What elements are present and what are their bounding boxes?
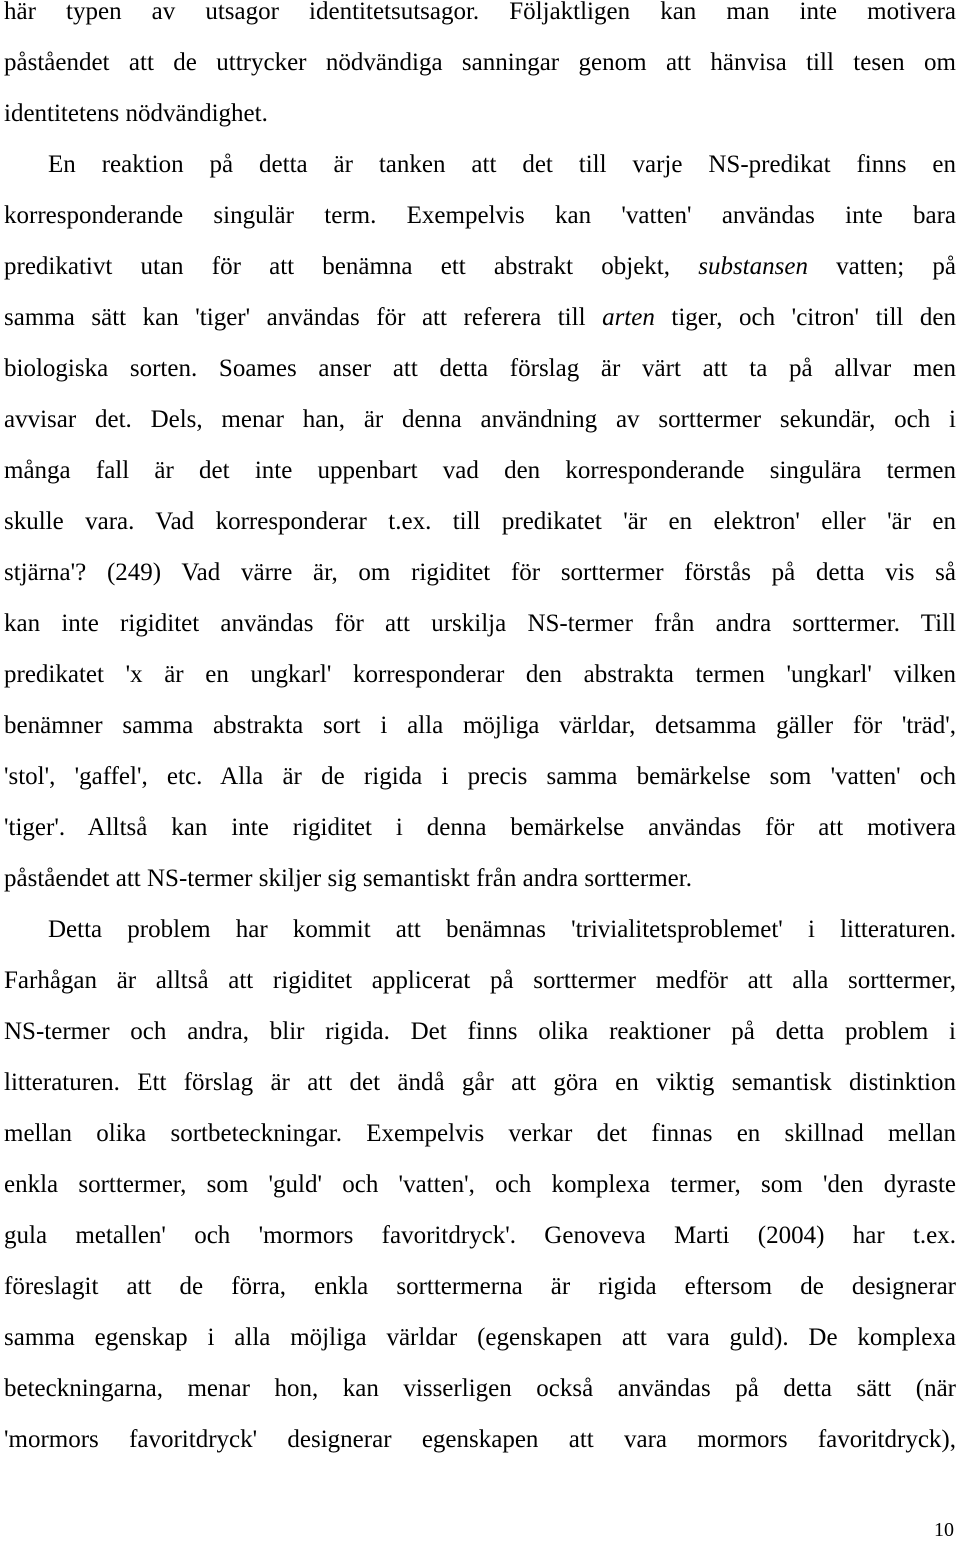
text-line: 'mormors favoritdryck' designerar egenskapen att vara mormors favoritdryck),	[4, 1426, 956, 1453]
text-line: påståendet att de uttrycker nödvändiga sanningar genom att hänvisa till tesen om	[4, 49, 956, 76]
text-line: beteckningarna, menar hon, kan visserligen också användas på detta sätt (när	[4, 1375, 956, 1402]
text-line	[4, 241, 956, 292]
text-line: biologiska sorten. Soames anser att detta förslag är värt att ta på allvar men	[4, 355, 956, 382]
text-line: NS-termer och andra, blir rigida. Det finns olika reaktioner på detta problem i	[4, 1018, 956, 1045]
text-run: samma sätt kan 'tiger' användas för att referera till	[4, 304, 603, 331]
text-line: föreslagit att de förra, enkla sorttermerna är rigida eftersom de designerar	[4, 1273, 956, 1300]
text-run: predikativt utan för att benämna ett abstrakt objekt,	[4, 253, 699, 280]
page-number: 10	[934, 1519, 954, 1541]
text-line: gula metallen' och 'mormors favoritdryck'. Genoveva Marti (2004) har t.ex.	[4, 1222, 956, 1249]
text-line: Farhågan är alltså att rigiditet applicerat på sorttermer medför att alla sorttermer,	[4, 967, 956, 994]
body-text	[4, 0, 956, 1465]
text-line: benämner samma abstrakta sort i alla möjliga världar, detsamma gäller för 'träd',	[4, 712, 956, 739]
text-line: avvisar det. Dels, menar han, är denna användning av sorttermer sekundär, och i	[4, 406, 956, 433]
text-line: här typen av utsagor identitetsutsagor. Följaktligen kan man inte motivera	[4, 0, 956, 25]
text-run: vatten; på	[807, 253, 956, 280]
text-line	[4, 292, 956, 343]
text-line: 'tiger'. Alltså kan inte rigiditet i denna bemärkelse användas för att motivera	[4, 814, 956, 841]
text-line: En reaktion på detta är tanken att det till varje NS-predikat finns en	[48, 151, 956, 178]
text-line: påståendet att NS-termer skiljer sig semantiskt från andra sorttermer.	[4, 865, 692, 892]
text-line: korresponderande singulär term. Exempelvis kan 'vatten' användas inte bara	[4, 202, 956, 229]
text-line: identitetens nödvändighet.	[4, 100, 268, 127]
text-line: kan inte rigiditet användas för att urskilja NS-termer från andra sorttermer. Till	[4, 610, 956, 637]
text-line: stjärna'? (249) Vad värre är, om rigiditet för sorttermer förstås på detta vis så	[4, 559, 956, 586]
text-line: litteraturen. Ett förslag är att det ändå går att göra en viktig semantisk distinktion	[4, 1069, 956, 1096]
text-run: tiger, och 'citron' till den	[654, 304, 956, 331]
italic-term: substansen	[698, 253, 808, 280]
text-line: skulle vara. Vad korresponderar t.ex. till predikatet 'är en elektron' eller 'är en	[4, 508, 956, 535]
text-line: predikatet 'x är en ungkarl' korresponderar den abstrakta termen 'ungkarl' vilken	[4, 661, 956, 688]
text-line: enkla sorttermer, som 'guld' och 'vatten', och komplexa termer, som 'den dyraste	[4, 1171, 956, 1198]
text-line: många fall är det inte uppenbart vad den korresponderande singulära termen	[4, 457, 956, 484]
text-line: mellan olika sortbeteckningar. Exempelvis verkar det finnas en skillnad mellan	[4, 1120, 956, 1147]
text-line: Detta problem har kommit att benämnas 'trivialitetsproblemet' i litteraturen.	[48, 916, 956, 943]
italic-term: arten	[602, 304, 655, 331]
text-line: samma egenskap i alla möjliga världar (egenskapen att vara guld). De komplexa	[4, 1324, 956, 1351]
text-line: 'stol', 'gaffel', etc. Alla är de rigida i precis samma bemärkelse som 'vatten' och	[4, 763, 956, 790]
